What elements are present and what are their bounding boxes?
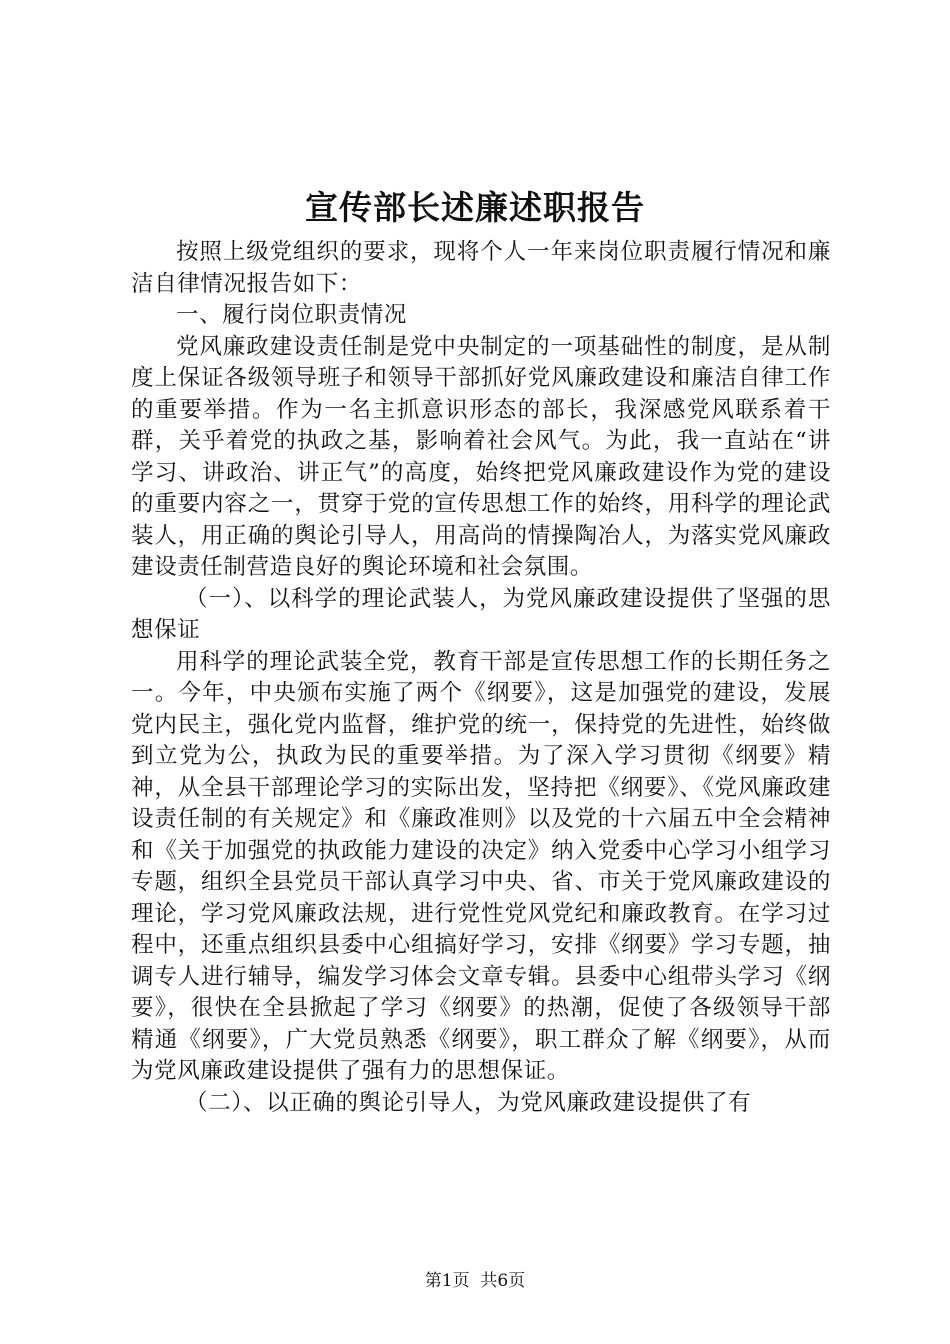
- document-title: 宣传部长述廉述职报告: [305, 188, 645, 227]
- body-paragraph: 党风廉政建设责任制是党中央制定的一项基础性的制度，是从制度上保证各级领导班子和领导干部抓好党风廉政建设和廉洁自律工作的重要举措。作为一名主抓意识形态的部长，我深感党风联系着干群，关乎着党的执政之基，影响着社会风气。为此，我一直站在“讲学习、讲政治、讲正气”的高度，始终把党风廉政建设作为党的建设的重要内容之一，贯穿于党的宣传思想工作的始终，用科学的理论武装人，用正确的舆论引导人，用高尚的情操陶冶人，为落实党风廉政建设责任制营造良好的舆论环境和社会氛围。: [131, 333, 831, 580]
- subsection-heading-1: （一）、以科学的理论武装人，为党风廉政建设提供了坚强的思想保证: [131, 585, 831, 643]
- body-paragraph: 用科学的理论武装全党，教育干部是宣传思想工作的长期任务之一。今年，中央颁布实施了两个《纲要》，这是加强党的建设，发展党内民主，强化党内监督，维护党的统一，保持党的先进性，始终做到立党为公，执政为民的重要举措。为了深入学习贯彻《纲要》精神，从全县干部理论学习的实际出发，坚持把《纲要》、《党风廉政建设责任制的有关规定》和《廉政准则》以及党的十六届五中全会精神和《关于加强党的执政能力建设的决定》纳入党委中心学习小组学习专题，组织全县党员干部认真学习中央、省、市关于党风廉政建设的理论，学习党风廉政法规，进行党性党风党纪和廉政教育。在学习过程中，还重点组织县委中心组搞好学习，安排《纲要》学习专题，抽调专人进行辅导，编发学习体会文章专辑。县委中心组带头学习《纲要》，很快在全县掀起了学习《纲要》的热潮，促使了各级领导干部精通《纲要》，广大党员熟悉《纲要》，职工群众了解《纲要》，从而为党风廉政建设提供了强有力的思想保证。: [131, 648, 831, 1084]
- section-heading-1: 一、履行岗位职责情况: [176, 302, 408, 328]
- page-number-footer: 第1页 共6页: [424, 1271, 526, 1291]
- document-body: [131, 237, 831, 1119]
- intro-paragraph: 按照上级党组织的要求，现将个人一年来岗位职责履行情况和廉洁自律情况报告如下：: [131, 239, 831, 297]
- subsection-heading-2: （二）、以正确的舆论引导人，为党风廉政建设提供了有: [185, 1089, 752, 1116]
